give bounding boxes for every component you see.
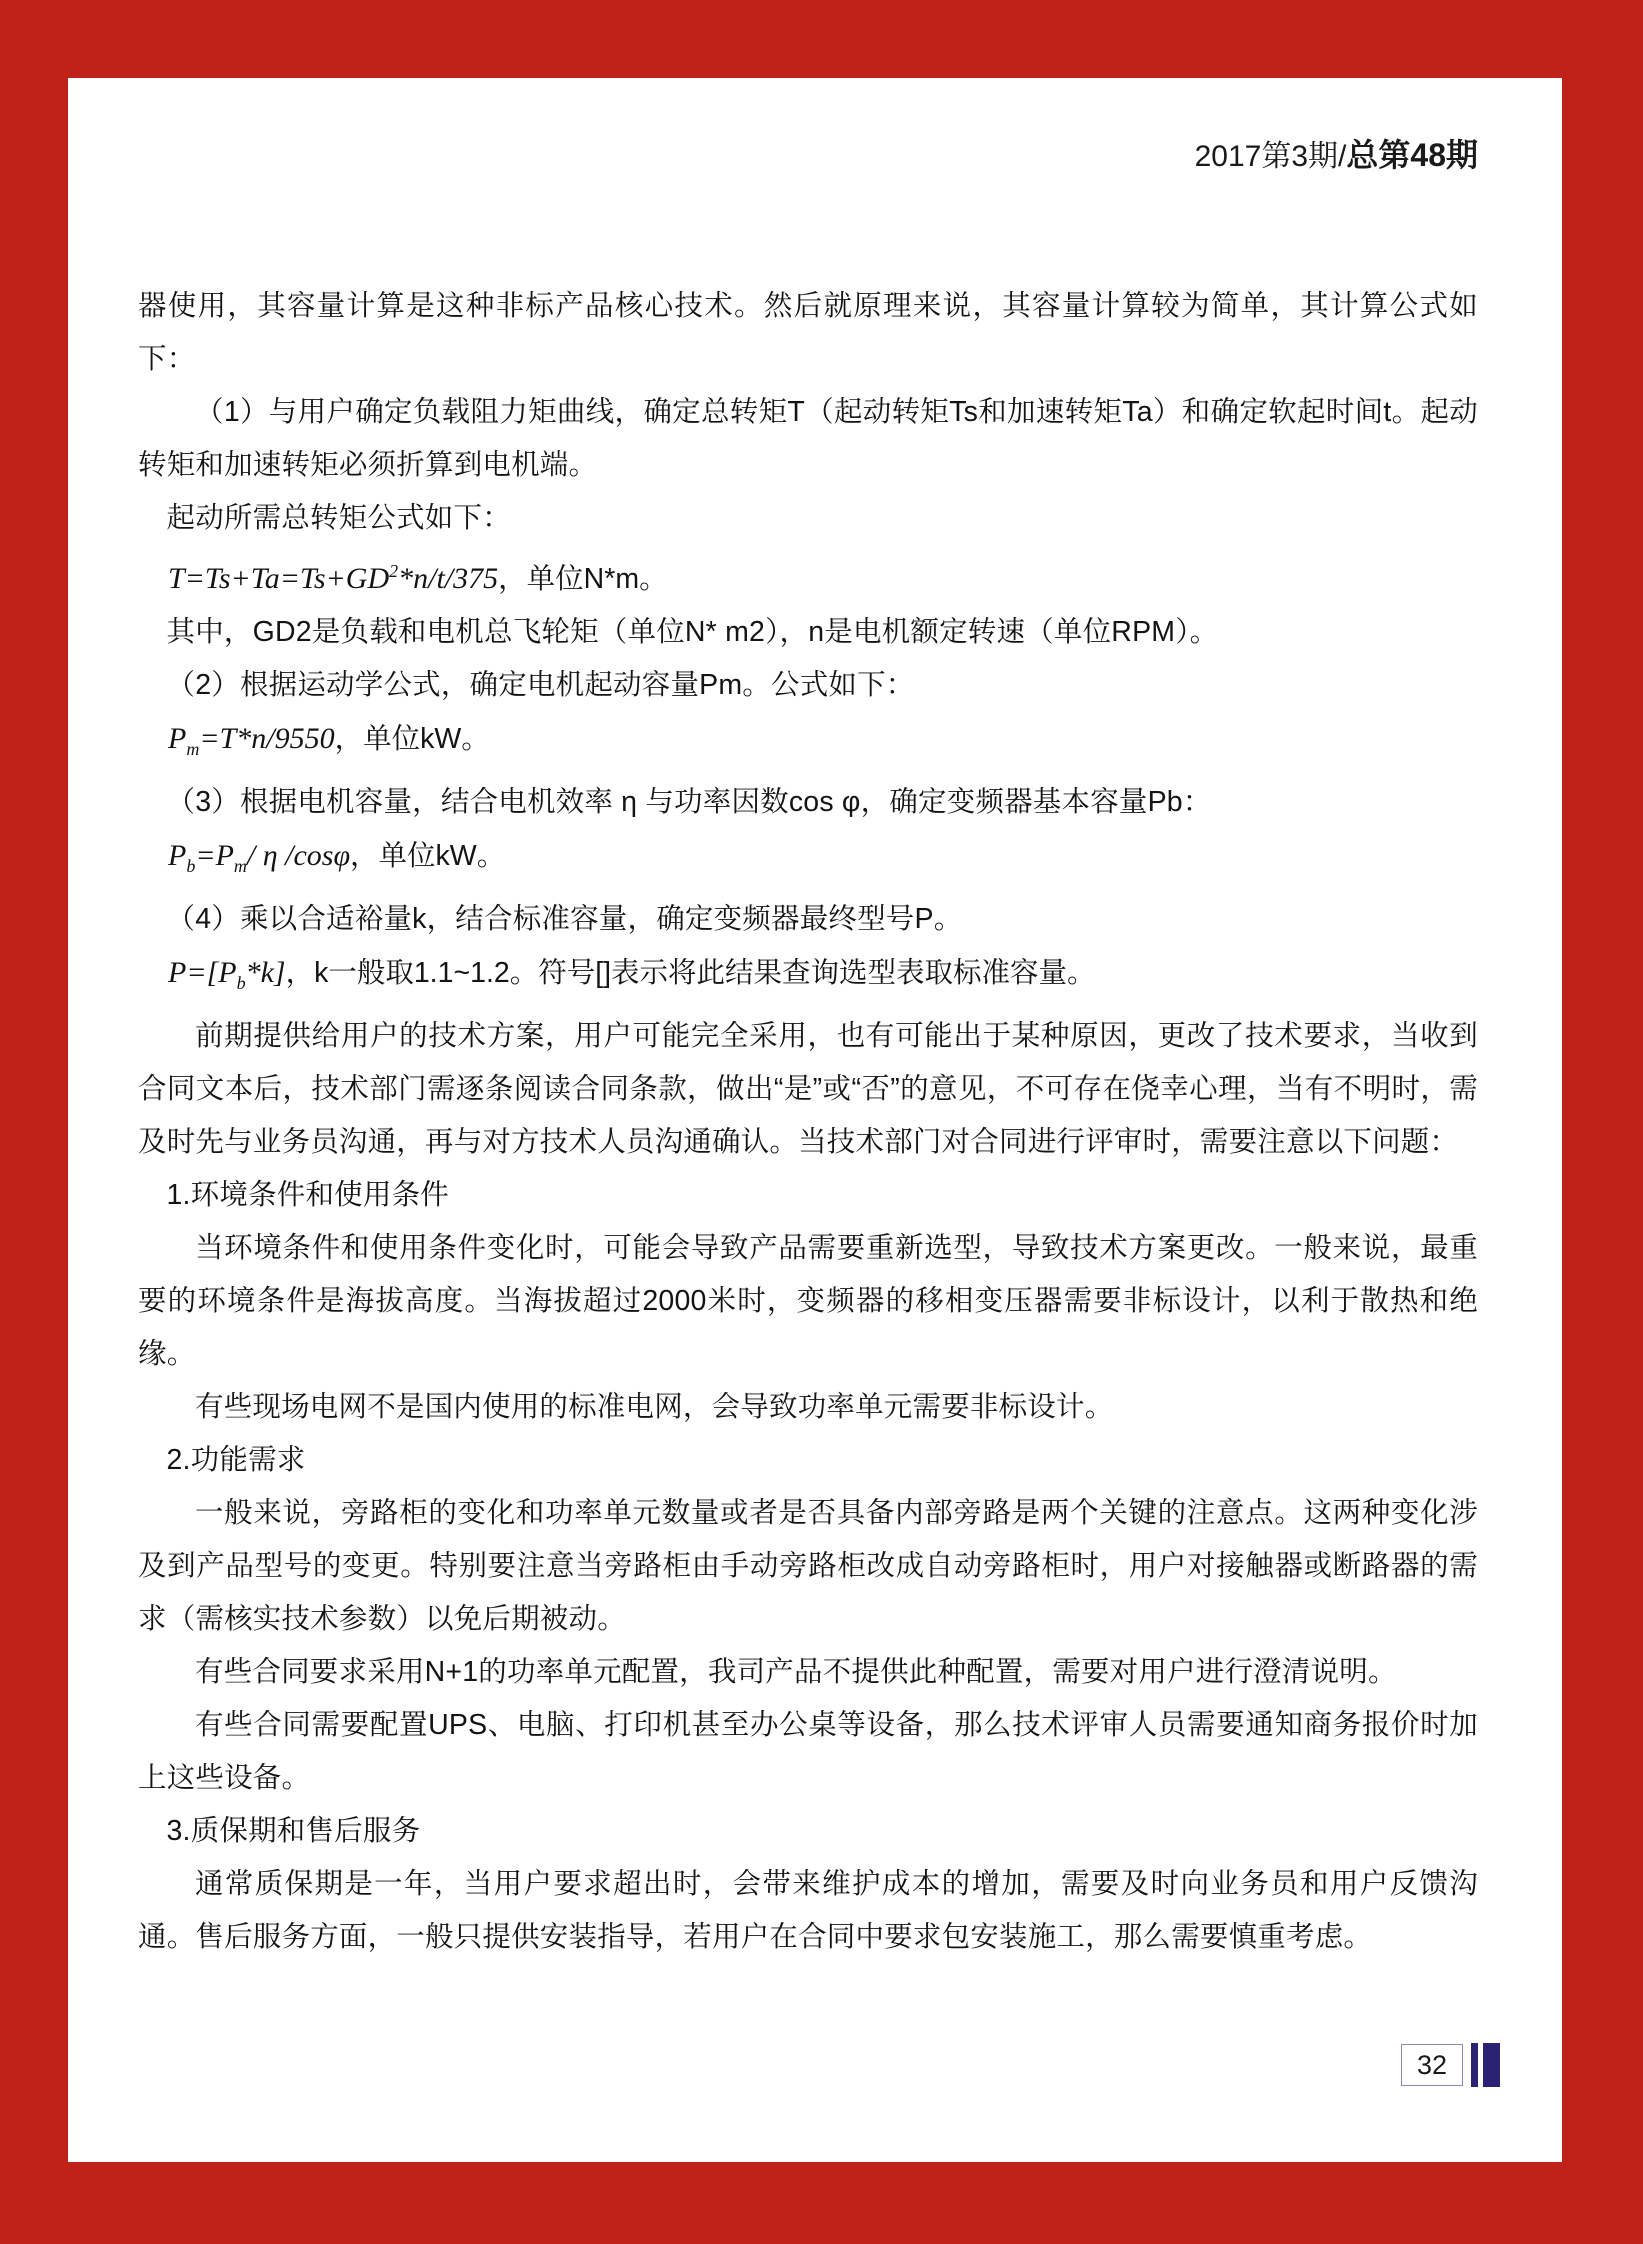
paragraph-p1: 器使用，其容量计算是这种非标产品核心技术。然后就原理来说，其容量计算较为简单，其计算公式如下：: [138, 290, 1478, 375]
formula-final-model: [138, 946, 1478, 1010]
page-content-area: [68, 78, 1562, 2162]
paragraph-p13: 一般来说，旁路柜的变化和功率单元数量或者是否具备内部旁路是两个关键的注意点。这两种变化涉及到产品型号的变更。特别要注意当旁路柜由手动旁路柜改成自动旁路柜时，用户对接触器或断路器的需求（需核实技术参数）以免后期被动。: [138, 1497, 1478, 1635]
section-heading-2: 2.功能需求: [166, 1444, 306, 1476]
article-body: [138, 280, 1478, 1964]
formula-subscript-b: b: [186, 856, 196, 876]
paragraph-p4: 其中，GD2是负载和电机总飞轮矩（单位N* m2），n是电机额定转速（单位RPM）。: [166, 616, 1219, 648]
paragraph-p11: 有些现场电网不是国内使用的标准电网，会导致功率单元需要非标设计。: [195, 1391, 1114, 1423]
footer-bar-thick: [1483, 2043, 1500, 2087]
formula-italic-tail: *k]: [245, 956, 286, 989]
paragraph-p6: （3）根据电机容量，结合电机效率 η 与功率因数cos φ，确定变频器基本容量Pb：: [166, 786, 1212, 818]
paragraph-p17: 通常质保期是一年，当用户要求超出时，会带来维护成本的增加，需要及时向业务员和用户反馈沟通。售后服务方面，一般只提供安装指导，若用户在合同中要求包安装施工，那么需要慎重考虑。: [138, 1868, 1478, 1953]
formula-italic-head: T=Ts+Ta=Ts+GD: [168, 562, 390, 595]
footer-bar-thin: [1471, 2043, 1478, 2087]
formula-subscript-m: m: [233, 856, 247, 876]
page-number: 32: [1416, 2049, 1448, 2080]
formula-superscript: 2: [389, 561, 399, 581]
formula-motor-power: [138, 712, 1478, 776]
formula-italic-head: P=[P: [168, 956, 237, 989]
formula-italic-tail: *n/t/375: [398, 562, 499, 595]
page-number-box: [1401, 2044, 1463, 2086]
paragraph-p2: （1）与用户确定负载阻力矩曲线，确定总转矩T（起动转矩Ts和加速转矩Ta）和确定软起时间t。起动转矩和加速转矩必须折算到电机端。: [138, 396, 1478, 481]
paragraph-p5: （2）根据运动学公式，确定电机起动容量Pm。公式如下：: [166, 669, 915, 701]
paragraph-p8: 前期提供给用户的技术方案，用户可能完全采用，也有可能出于某种原因，更改了技术要求，当收到合同文本后，技术部门需逐条阅读合同条款，做出“是”或“否”的意见，不可存在侥幸心理，当有不明时，需及时先与业务员沟通，再与对方技术人员沟通确认。当技术部门对合同进行评审时，需要注意以下问题：: [138, 1020, 1478, 1158]
section-heading-1: 1.环境条件和使用条件: [166, 1179, 449, 1211]
formula-unit-text: ，单位N*m。: [498, 563, 668, 595]
formula-note-text: ，k一般取1.1~1.2。符号[]表示将此结果查询选型表取标准容量。: [285, 957, 1096, 989]
formula-total-torque: [138, 545, 1478, 606]
paragraph-p10: 当环境条件和使用条件变化时，可能会导致产品需要重新选型，导致技术方案更改。一般来说，最重要的环境条件是海拔高度。当海拔超过2000米时，变频器的移相变压器需要非标设计，以利于散热和绝缘。: [138, 1232, 1478, 1370]
formula-italic-tail: =T*n/9550: [199, 722, 335, 755]
formula-italic-head: P: [168, 722, 187, 755]
formula-base-capacity: [138, 829, 1478, 893]
formula-unit-text: ，单位kW。: [350, 840, 506, 872]
page-header: [1195, 130, 1478, 176]
formula-unit-text: ，单位kW。: [334, 723, 490, 755]
page-footer: [1401, 2042, 1500, 2088]
issue-number-light: 2017第3期/: [1194, 140, 1347, 173]
formula-subscript: m: [186, 739, 200, 759]
page-sheet: [68, 78, 1562, 2162]
section-heading-3: 3.质保期和售后服务: [166, 1815, 421, 1847]
paragraph-p7: （4）乘以合适裕量k，结合标准容量，确定变频器最终型号P。: [166, 903, 963, 935]
formula-italic-head: P: [168, 839, 187, 872]
issue-number-bold: 总第48期: [1346, 137, 1478, 173]
paragraph-p14: 有些合同要求采用N+1的功率单元配置，我司产品不提供此种配置，需要对用户进行澄清说明。: [195, 1656, 1397, 1688]
paragraph-p3: 起动所需总转矩公式如下：: [166, 502, 511, 534]
paragraph-p15: 有些合同需要配置UPS、电脑、打印机甚至办公桌等设备，那么技术评审人员需要通知商务报价时加上这些设备。: [138, 1709, 1478, 1794]
formula-italic-tail: / η /cosφ: [246, 839, 351, 872]
formula-italic-mid: =P: [195, 839, 234, 872]
formula-subscript: b: [236, 973, 246, 993]
